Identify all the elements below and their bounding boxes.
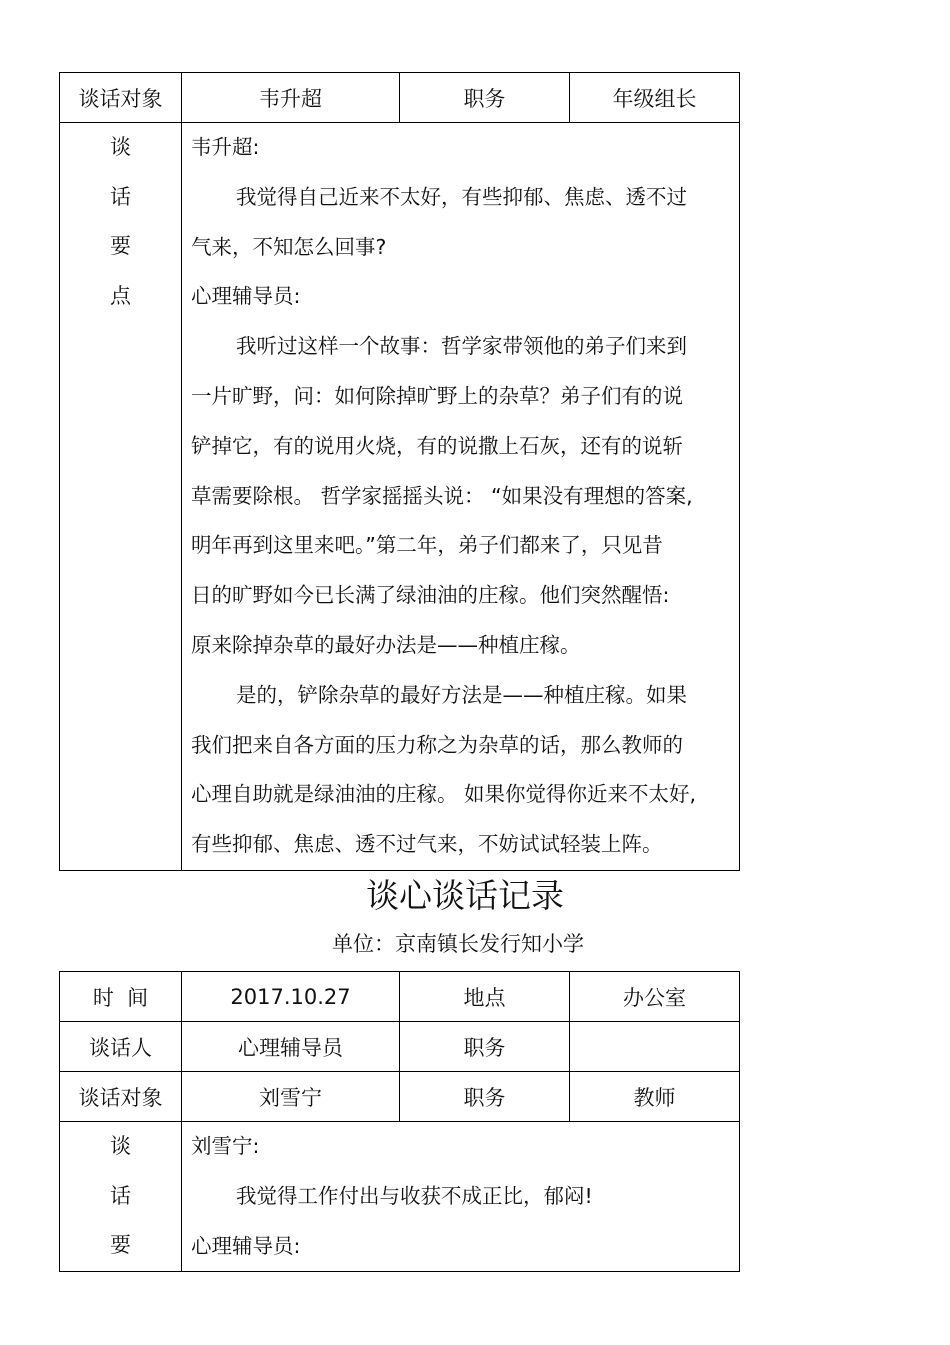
talker-position-label: 职务	[400, 1022, 570, 1072]
points-label-cell	[60, 1122, 182, 1272]
time-label: 时 间	[60, 972, 182, 1022]
content-line: 心理辅导员:	[191, 284, 301, 309]
subject-row	[60, 1072, 740, 1122]
time-value: 2017.10.27	[182, 972, 400, 1022]
record-title: 谈心谈话记录	[366, 876, 564, 915]
content-line: 心理辅导员:	[191, 1233, 301, 1258]
content-line: 刘雪宁:	[191, 1134, 260, 1158]
content-line: 铲掉它，有的说用火烧，有的说撒上石灰，还有的说斩	[191, 433, 683, 458]
talker-label: 谈话人	[60, 1022, 182, 1072]
points-label-char: 要	[110, 234, 131, 258]
subject-name: 韦升超	[182, 73, 400, 123]
talker-position-value	[570, 1022, 740, 1072]
content-line: 是的，铲除杂草的最好方法是——种植庄稼。如果	[236, 682, 687, 707]
content-line: 一片旷野，问：如何除掉旷野上的杂草？弟子们有的说	[191, 383, 683, 408]
subject-position-value: 教师	[570, 1072, 740, 1122]
place-label: 地点	[400, 972, 570, 1022]
content-line: 我觉得工作付出与收获不成正比，郁闷!	[236, 1183, 593, 1208]
content-line: 我们把来自各方面的压力称之为杂草的话，那么教师的	[191, 732, 683, 757]
content-line: 日的旷野如今已长满了绿油油的庄稼。他们突然醒悟:	[191, 583, 670, 608]
points-label-char: 话	[110, 1183, 131, 1208]
points-label-char: 话	[110, 184, 131, 209]
position-value: 年级组长	[570, 73, 740, 123]
subject-row	[60, 73, 740, 123]
points-label-char: 谈	[110, 135, 131, 159]
subject-label: 谈话对象	[60, 1072, 182, 1122]
points-content	[182, 1122, 740, 1272]
time-row	[60, 972, 740, 1022]
record-table-1	[59, 72, 740, 871]
content-line: 我觉得自己近来不太好，有些抑郁、焦虑、透不过	[236, 184, 687, 209]
subject-name: 刘雪宁	[182, 1072, 400, 1122]
record-table-2	[59, 971, 740, 1272]
points-label-char: 点	[110, 283, 131, 308]
talker-row	[60, 1022, 740, 1072]
subject-position-label: 职务	[400, 1072, 570, 1122]
points-label-char: 要	[110, 1233, 131, 1257]
subject-label: 谈话对象	[60, 73, 182, 123]
content-line: 原来除掉杂草的最好办法是——种植庄稼。	[191, 632, 581, 657]
content-line: 有些抑郁、焦虑、透不过气来，不妨试试轻装上阵。	[191, 832, 663, 857]
content-line: 我听过这样一个故事：哲学家带领他的弟子们来到	[236, 334, 687, 359]
position-label: 职务	[400, 73, 570, 123]
content-line: 韦升超:	[191, 135, 260, 159]
talker-value: 心理辅导员	[182, 1022, 400, 1072]
content-line: 明年再到这里来吧。”第二年，弟子们都来了，只见昔	[191, 533, 663, 558]
content-line: 心理自助就是绿油油的庄稼。 如果你觉得你近来不太好,	[191, 782, 697, 807]
points-content	[182, 123, 740, 871]
unit-line: 单位：京南镇长发行知小学	[332, 932, 584, 956]
points-row	[60, 1122, 740, 1272]
content-line: 气来，不知怎么回事?	[191, 234, 387, 259]
points-label-char: 谈	[110, 1134, 131, 1158]
points-label-cell	[60, 123, 182, 871]
content-line: 草需要除根。 哲学家摇摇头说： “如果没有理想的答案,	[191, 483, 693, 508]
place-value: 办公室	[570, 972, 740, 1022]
points-row	[60, 123, 740, 871]
